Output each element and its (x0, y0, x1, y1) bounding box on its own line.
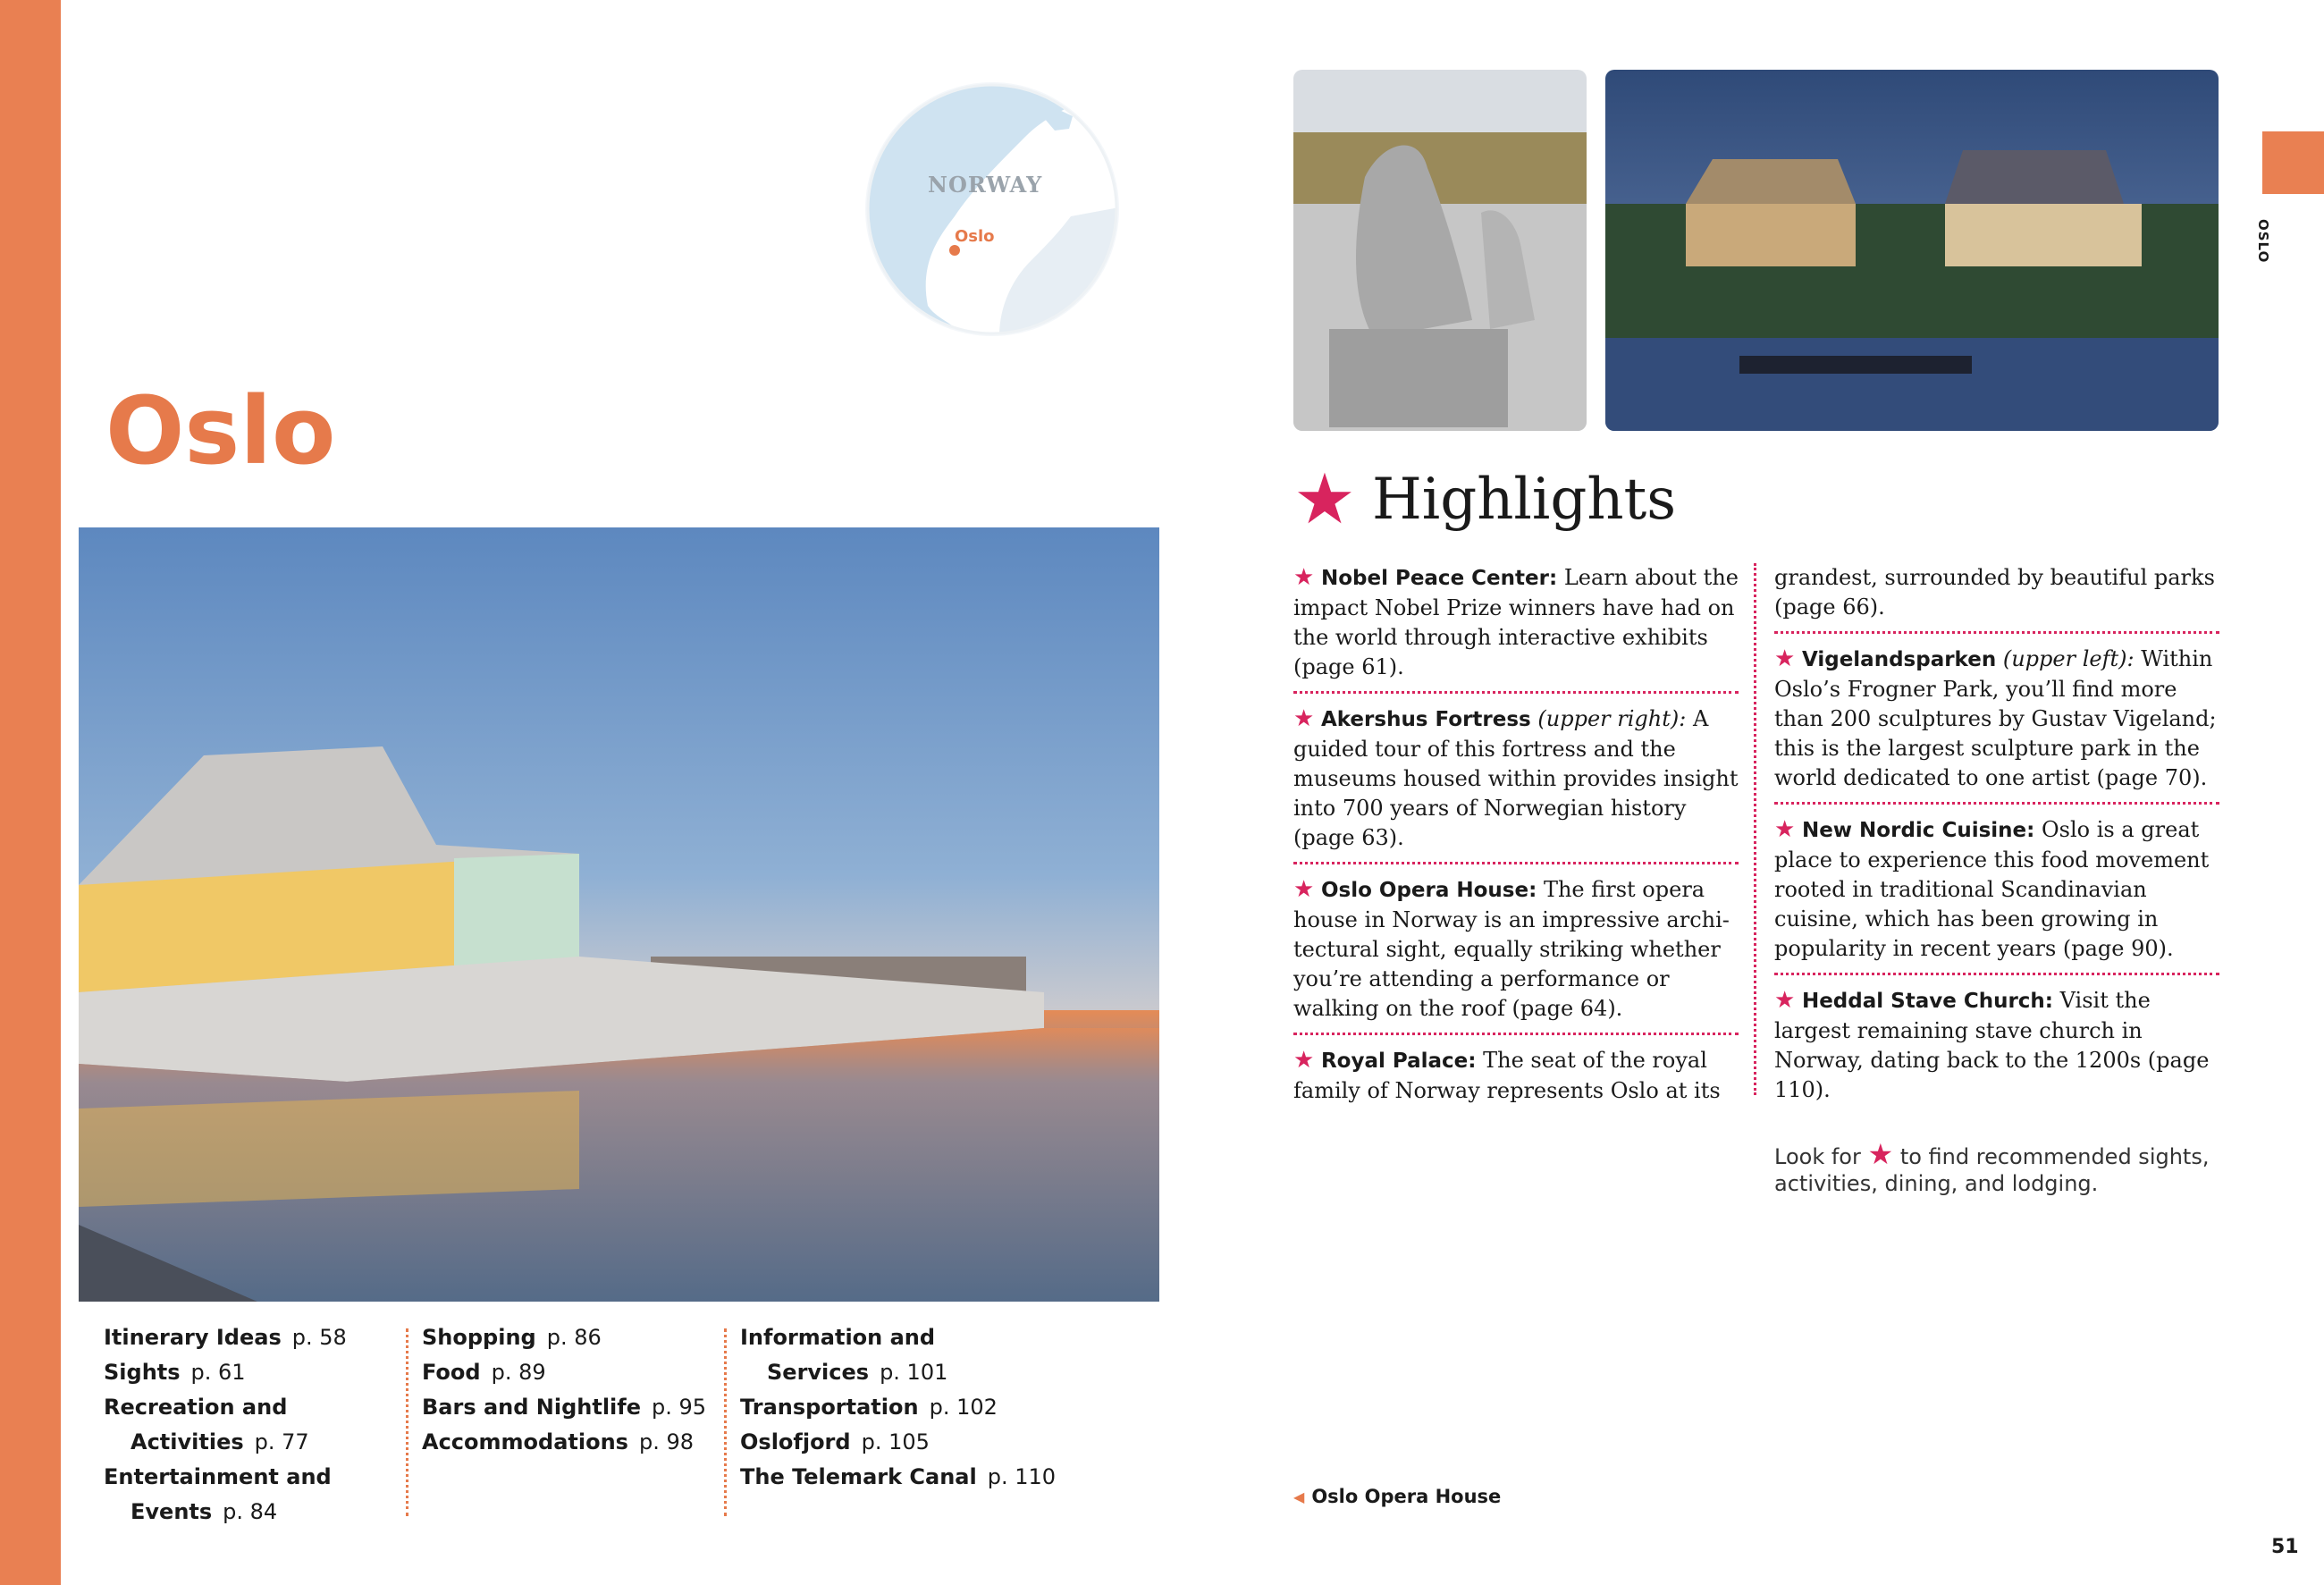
toc-column-1 (104, 1320, 399, 1530)
star-icon: ★ (1293, 459, 1356, 540)
highlight-text: A guided tour of this fortress and the museums housed within provides insight into 700 years of Norwegian history (page 63). (1293, 706, 1739, 850)
photo-caption (1293, 1486, 1501, 1507)
toc-entry[interactable] (104, 1460, 399, 1530)
toc-entry-page: p. 77 (254, 1429, 309, 1454)
highlight-name: Akershus Fortress (1320, 708, 1531, 731)
toc-entry[interactable] (422, 1390, 717, 1425)
star-icon: ★ (1293, 876, 1315, 903)
chapter-tab-label: OSLO (2255, 219, 2271, 264)
look-for-text-continued: to find recommended sights, activities, dining, and lodging. (1774, 1144, 2210, 1196)
toc-entry-page: p. 95 (652, 1395, 707, 1420)
star-icon: ★ (1293, 1047, 1315, 1074)
highlight-text: Oslo is a great place to experience this food movement rooted in traditional Scandinavian cuisine, which has been growing in popularity in recent years (page 90). (1774, 817, 2210, 961)
toc-entry-name-continued: Services (767, 1360, 870, 1385)
toc-divider (724, 1328, 727, 1516)
toc-entry-name: Information and (740, 1325, 936, 1350)
highlight-name: Royal Palace: (1320, 1050, 1477, 1073)
highlight-text: Visit the largest remaining stave church in Norway, dating back to the 1200s (page 110). (1774, 988, 2210, 1102)
caption-text: Oslo Opera House (1311, 1486, 1502, 1507)
star-icon: ★ (1774, 645, 1796, 672)
highlight-item (1293, 875, 1739, 1035)
toc-entry[interactable] (422, 1320, 717, 1355)
toc-entry[interactable] (104, 1390, 399, 1460)
toc-entry-name: Bars and Nightlife (422, 1395, 642, 1420)
highlight-text: Within Oslo’s Frogner Park, you’ll find more than 200 sculptures by Gustav Vigeland; this is the largest sculpture park in the world dedicated to one artist (page 70). (1774, 646, 2217, 790)
toc-entry[interactable] (740, 1320, 1062, 1390)
toc-entry-name: Entertainment and (104, 1464, 332, 1489)
look-for-note (1774, 1137, 2239, 1197)
page-number: 51 (2271, 1536, 2299, 1558)
toc-entry[interactable] (740, 1390, 1062, 1425)
opera-house-photo (79, 527, 1159, 1302)
highlight-text: The seat of the royal family of Norway represents Oslo at its (1293, 1048, 1721, 1103)
chapter-color-band (0, 0, 61, 1585)
highlight-text: grandest, surrounded by beautiful parks (page 66). (1774, 565, 2215, 620)
toc-entry-name: Oslofjord (740, 1429, 851, 1454)
toc-entry-name: Accommodations (422, 1429, 628, 1454)
akershus-fortress-photo (1605, 70, 2219, 431)
toc-entry-name: Itinerary Ideas (104, 1325, 282, 1350)
toc-entry[interactable] (740, 1460, 1062, 1495)
highlight-name: Heddal Stave Church: (1801, 990, 2053, 1013)
toc-entry-page: p. 89 (491, 1360, 546, 1385)
highlights-heading (1293, 459, 1677, 540)
toc-entry[interactable] (104, 1355, 399, 1390)
toc-entry-name: Recreation and (104, 1395, 288, 1420)
star-icon: ★ (1774, 987, 1796, 1014)
vigeland-sculpture-photo (1293, 70, 1587, 431)
highlight-name: Nobel Peace Center: (1320, 567, 1558, 590)
highlights-column-left (1293, 563, 1739, 1126)
toc-entry-page: p. 86 (546, 1325, 602, 1350)
highlight-item (1774, 986, 2219, 1114)
toc-column-2 (422, 1320, 717, 1460)
toc-entry-page: p. 58 (291, 1325, 347, 1350)
highlight-text: The first opera house in Norway is an impressive architectural sight, equally striking whether you’re attending a performance or walking on the roof (page 64). (1293, 877, 1730, 1021)
highlight-text: Learn about the impact Nobel Prize winners have had on the world through interactive exhibits (page 61). (1293, 565, 1739, 679)
toc-entry[interactable] (422, 1355, 717, 1390)
highlight-note: (upper right): (1537, 706, 1687, 731)
highlights-divider (1754, 563, 1756, 1095)
highlight-name: Oslo Opera House: (1320, 879, 1537, 902)
toc-entry[interactable] (104, 1320, 399, 1355)
toc-entry-name: Sights (104, 1360, 181, 1385)
toc-entry[interactable] (740, 1425, 1062, 1460)
toc-entry[interactable] (422, 1425, 717, 1460)
toc-entry-name: Transportation (740, 1395, 919, 1420)
chapter-tab (2262, 131, 2324, 194)
toc-entry-page: p. 102 (929, 1395, 998, 1420)
toc-entry-page: p. 61 (190, 1360, 246, 1385)
highlight-item (1293, 563, 1739, 694)
locator-map-graphic (865, 82, 1119, 336)
highlights-title: Highlights (1371, 467, 1677, 533)
highlight-item (1293, 1046, 1739, 1115)
city-marker-icon (949, 245, 960, 256)
chapter-title: Oslo (105, 376, 336, 485)
highlight-item (1293, 704, 1739, 864)
map-country-label: NORWAY (928, 172, 1043, 198)
star-icon: ★ (1293, 705, 1315, 732)
toc-entry-name: The Telemark Canal (740, 1464, 977, 1489)
highlight-name: New Nordic Cuisine: (1801, 819, 2035, 842)
toc-entry-page: p. 84 (223, 1499, 278, 1524)
toc-entry-name-continued: Activities (131, 1429, 244, 1454)
toc-entry-page: p. 110 (987, 1464, 1057, 1489)
star-icon: ★ (1867, 1137, 1894, 1171)
toc-entry-page: p. 101 (880, 1360, 948, 1385)
highlight-note: (upper left): (2002, 646, 2135, 671)
toc-column-3 (740, 1320, 1062, 1495)
highlight-item (1774, 645, 2219, 805)
toc-entry-name-continued: Events (131, 1499, 213, 1524)
highlights-column-right (1774, 563, 2219, 1125)
highlight-item-continued (1774, 563, 2219, 634)
star-icon: ★ (1774, 816, 1796, 843)
look-for-text: Look for (1774, 1144, 1861, 1169)
highlight-item (1774, 815, 2219, 975)
toc-divider (406, 1328, 408, 1516)
star-icon: ★ (1293, 564, 1315, 591)
toc-entry-name: Shopping (422, 1325, 536, 1350)
highlight-name: Vigelandsparken (1801, 648, 1997, 671)
map-city-label: Oslo (955, 227, 995, 246)
locator-map (865, 82, 1119, 336)
triangle-left-icon: ◀ (1293, 1488, 1305, 1505)
toc-entry-page: p. 98 (638, 1429, 694, 1454)
toc-entry-name: Food (422, 1360, 481, 1385)
toc-entry-page: p. 105 (861, 1429, 930, 1454)
